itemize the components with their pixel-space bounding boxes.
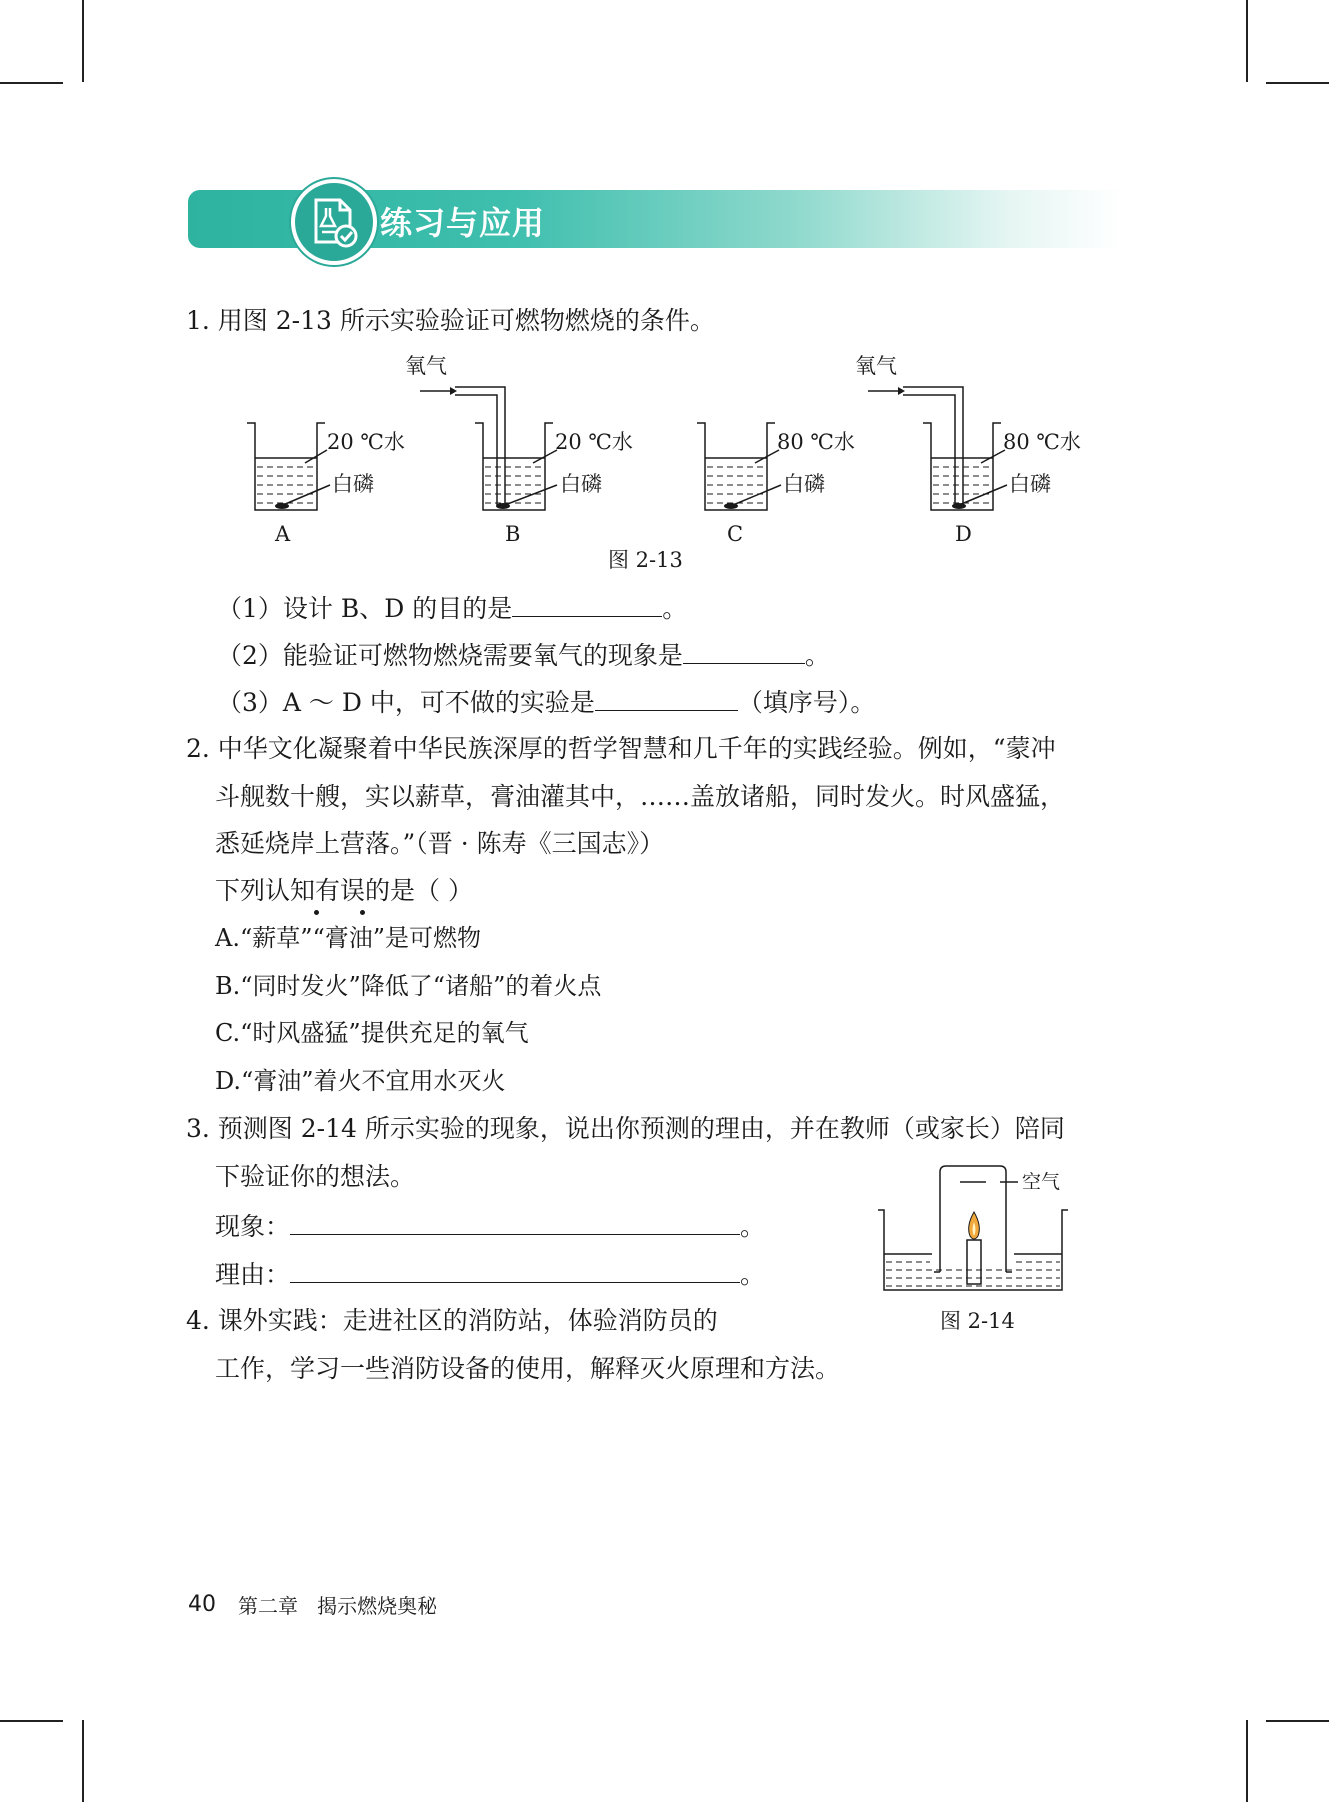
q2-option-c: C.“时风盛猛”提供充足的氧气 xyxy=(215,1019,529,1047)
figure-2-14 xyxy=(870,1160,1110,1300)
phosphorus-label-a: 白磷 xyxy=(332,472,374,496)
q2-line2: 斗舰数十艘，实以薪草，膏油灌其中，……盖放诸船，同时发火。时风盛猛， xyxy=(215,782,1066,811)
figure-caption-2-13: 图 2-13 xyxy=(608,548,683,572)
q1-sub2-text: （2）能验证可燃物燃烧需要氧气的现象是 xyxy=(217,641,683,670)
beaker-letter-a: A xyxy=(275,522,291,545)
phenomenon-end: 。 xyxy=(740,1212,766,1241)
q1-sub3 xyxy=(217,688,875,715)
q1-sub3-end: （填序号）。 xyxy=(737,688,876,717)
water-label-d: 80 ℃水 xyxy=(1003,430,1081,454)
q1-sub1 xyxy=(217,594,687,621)
crop-mark xyxy=(1266,82,1329,84)
q3-line1: 3. 预测图 2-14 所示实验的现象，说出你预测的理由，并在教师（或家长）陪同 xyxy=(186,1114,1065,1143)
page-number: 40 xyxy=(188,1592,216,1617)
water-label-b: 20 ℃水 xyxy=(555,430,633,454)
q1-sub2 xyxy=(217,641,830,668)
answer-blank[interactable] xyxy=(512,594,662,617)
chapter-title: 第二章 揭示燃烧奥秘 xyxy=(238,1594,438,1618)
crop-mark xyxy=(1266,1720,1329,1722)
figure-caption-2-14: 图 2-14 xyxy=(940,1309,1015,1333)
q2-line3: 悉延烧岸上营落。”（晋 · 陈寿《三国志》） xyxy=(215,829,665,858)
beaker-letter-b: B xyxy=(505,522,521,545)
figure-2-13 xyxy=(235,345,1115,545)
exercise-icon xyxy=(291,179,377,265)
q2-line1: 2. 中华文化凝聚着中华民族深厚的哲学智慧和几千年的实践经验。例如，“蒙冲 xyxy=(186,734,1056,763)
q4-line1: 4. 课外实践：走进社区的消防站，体验消防员的 xyxy=(186,1306,718,1335)
answer-blank[interactable] xyxy=(595,688,738,711)
answer-blank[interactable] xyxy=(290,1260,740,1283)
q1-sub1-text: （1）设计 B、D 的目的是 xyxy=(217,594,513,623)
emphasis-dot xyxy=(360,910,365,915)
section-title: 练习与应用 xyxy=(380,204,546,242)
q1-sub1-end: 。 xyxy=(662,594,688,623)
air-label: 空气 xyxy=(1022,1171,1061,1193)
q4-line2: 工作，学习一些消防设备的使用，解释灭火原理和方法。 xyxy=(215,1354,841,1383)
reason-end: 。 xyxy=(740,1260,766,1289)
q1-sub3-text: （3）A ～ D 中，可不做的实验是 xyxy=(217,688,595,717)
q3-phenomenon xyxy=(215,1212,765,1239)
reason-label: 理由： xyxy=(215,1260,291,1289)
q2-prompt: 下列认知有误的是（ ） xyxy=(215,876,473,905)
answer-blank[interactable] xyxy=(683,641,805,664)
q3-reason xyxy=(215,1260,765,1287)
q3-line2: 下验证你的想法。 xyxy=(215,1162,416,1191)
beaker-letter-c: C xyxy=(727,522,744,545)
phenomenon-label: 现象： xyxy=(215,1212,291,1241)
beaker-letter-d: D xyxy=(955,522,972,545)
crop-mark xyxy=(82,1720,84,1802)
oxygen-label: 氧气 xyxy=(405,354,447,378)
crop-mark xyxy=(0,1720,63,1722)
water-label-c: 80 ℃水 xyxy=(777,430,855,454)
crop-mark xyxy=(82,0,84,82)
q2-option-a: A.“薪草”“膏油”是可燃物 xyxy=(215,924,482,952)
emphasis-dot xyxy=(314,910,319,915)
q2-option-b: B.“同时发火”降低了“诸船”的着火点 xyxy=(215,972,602,1000)
crop-mark xyxy=(1246,1720,1248,1802)
oxygen-label: 氧气 xyxy=(855,354,897,378)
q2-option-d: D.“膏油”着火不宜用水灭火 xyxy=(215,1067,506,1095)
q1-stem: 1. 用图 2-13 所示实验验证可燃物燃烧的条件。 xyxy=(186,306,715,335)
q1-sub2-end: 。 xyxy=(804,641,830,670)
crop-mark xyxy=(1246,0,1248,82)
answer-blank[interactable] xyxy=(290,1212,740,1235)
water-label-a: 20 ℃水 xyxy=(327,430,405,454)
phosphorus-label-d: 白磷 xyxy=(1009,472,1051,496)
phosphorus-label-b: 白磷 xyxy=(560,472,602,496)
phosphorus-label-c: 白磷 xyxy=(783,472,825,496)
crop-mark xyxy=(0,82,63,84)
